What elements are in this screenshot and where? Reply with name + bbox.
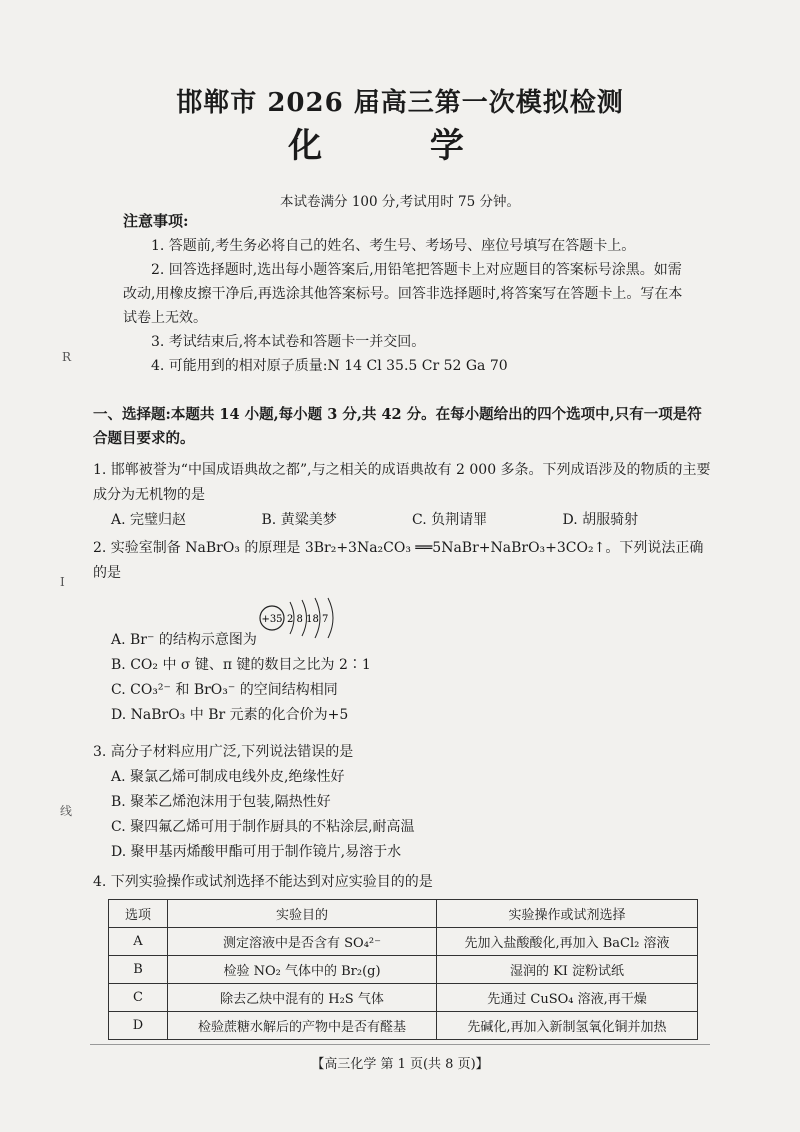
margin-mark: I: [60, 575, 65, 589]
atomic-structure-diagram: [258, 596, 348, 640]
option-a: A. 完璧归赵: [111, 512, 187, 528]
exam-title: 邯郸市 2026 届高三第一次模拟检测: [176, 88, 624, 118]
question-stem: 1. 邯郸被誉为“中国成语典故之都”,与之相关的成语典故有 2 000 多条。下列成语涉及的物质的主要成分为无机物的是: [93, 462, 711, 503]
table-cell: 除去乙炔中混有的 H₂S 气体: [168, 984, 437, 1012]
table-cell: 先通过 CuSO₄ 溶液,再干燥: [437, 984, 698, 1012]
table-cell: 湿润的 KI 淀粉试纸: [437, 956, 698, 984]
table-cell: 先碱化,再加入新制氢氧化铜并加热: [437, 1012, 698, 1040]
table-row: [109, 956, 698, 984]
option-d: D. NaBrO₃ 中 Br 元素的化合价为+5: [111, 707, 349, 723]
shell-electrons: 2 8 18 7: [287, 614, 329, 625]
question-4-stem: 4. 下列实验操作或试剂选择不能达到对应实验目的的是: [93, 874, 433, 890]
question-stem: 2. 实验室制备 NaBrO₃ 的原理是 3Br₂+3Na₂CO₃ ══5NaBr+NaBrO₃+3CO₂↑。下列说法正确的是: [93, 540, 704, 581]
option-a: A. Br⁻ 的结构示意图为: [111, 632, 257, 648]
question-3: [93, 740, 713, 865]
section-heading: 一、选择题:本题共 14 小题,每小题 3 分,共 42 分。在每小题给出的四个选项中,只有一项是符合题目要求的。: [93, 406, 702, 447]
table-cell: 测定溶液中是否含有 SO₄²⁻: [168, 928, 437, 956]
option-d: D. 胡服骑射: [562, 512, 639, 528]
margin-mark: R: [62, 350, 72, 364]
question-2: [93, 536, 713, 728]
table-cell: C: [109, 984, 168, 1012]
notice-list: [123, 234, 683, 378]
footer-divider: [90, 1044, 710, 1045]
question-stem: 3. 高分子材料应用广泛,下列说法错误的是: [93, 744, 354, 760]
col-header: 选项: [109, 900, 168, 928]
option-c: C. CO₃²⁻ 和 BrO₃⁻ 的空间结构相同: [111, 682, 338, 698]
notice-item: 3. 考试结束后,将本试卷和答题卡一并交回。: [151, 334, 426, 350]
subject-title: 化 学: [288, 126, 512, 166]
question-options: [93, 508, 713, 533]
exam-meta: 本试卷满分 100 分,考试用时 75 分钟。: [280, 194, 520, 210]
col-header: 实验操作或试剂选择: [437, 900, 698, 928]
option-a: A. 聚氯乙烯可制成电线外皮,绝缘性好: [111, 769, 345, 785]
notice-item: 1. 答题前,考生务必将自己的姓名、考生号、考场号、座位号填写在答题卡上。: [151, 238, 636, 254]
question-1: [93, 458, 713, 533]
notice-item: 4. 可能用到的相对原子质量:N 14 Cl 35.5 Cr 52 Ga 70: [151, 358, 508, 374]
table-cell: 检验 NO₂ 气体中的 Br₂(g): [168, 956, 437, 984]
option-c: C. 聚四氟乙烯可用于制作厨具的不粘涂层,耐高温: [111, 819, 415, 835]
table-row: [109, 984, 698, 1012]
page-footer: 【高三化学 第 1 页(共 8 页)】: [311, 1057, 489, 1072]
table-cell: 先加入盐酸酸化,再加入 BaCl₂ 溶液: [437, 928, 698, 956]
question-4-table: [108, 899, 698, 1040]
table-row: [109, 928, 698, 956]
col-header: 实验目的: [168, 900, 437, 928]
notice-heading: 注意事项:: [123, 212, 189, 230]
option-d: D. 聚甲基丙烯酸甲酯可用于制作镜片,易溶于水: [111, 844, 402, 860]
table-header-row: [109, 900, 698, 928]
option-b: B. CO₂ 中 σ 键、π 键的数目之比为 2∶1: [111, 657, 371, 673]
notice-item: 2. 回答选择题时,选出每小题答案后,用铅笔把答题卡上对应题目的答案标号涂黑。如需改动,用橡皮擦干净后,再选涂其他答案标号。回答非选择题时,将答案写在答题卡上。写在本试卷上无效。: [123, 262, 683, 326]
table-cell: B: [109, 956, 168, 984]
option-b: B. 聚苯乙烯泡沫用于包装,隔热性好: [111, 794, 331, 810]
margin-mark: 线: [60, 804, 73, 818]
table-cell: 检验蔗糖水解后的产物中是否有醛基: [168, 1012, 437, 1040]
nucleus-label: +35: [261, 614, 283, 625]
table-row: [109, 1012, 698, 1040]
option-b: B. 黄粱美梦: [261, 512, 337, 528]
table-cell: D: [109, 1012, 168, 1040]
option-c: C. 负荆请罪: [412, 512, 488, 528]
table-cell: A: [109, 928, 168, 956]
